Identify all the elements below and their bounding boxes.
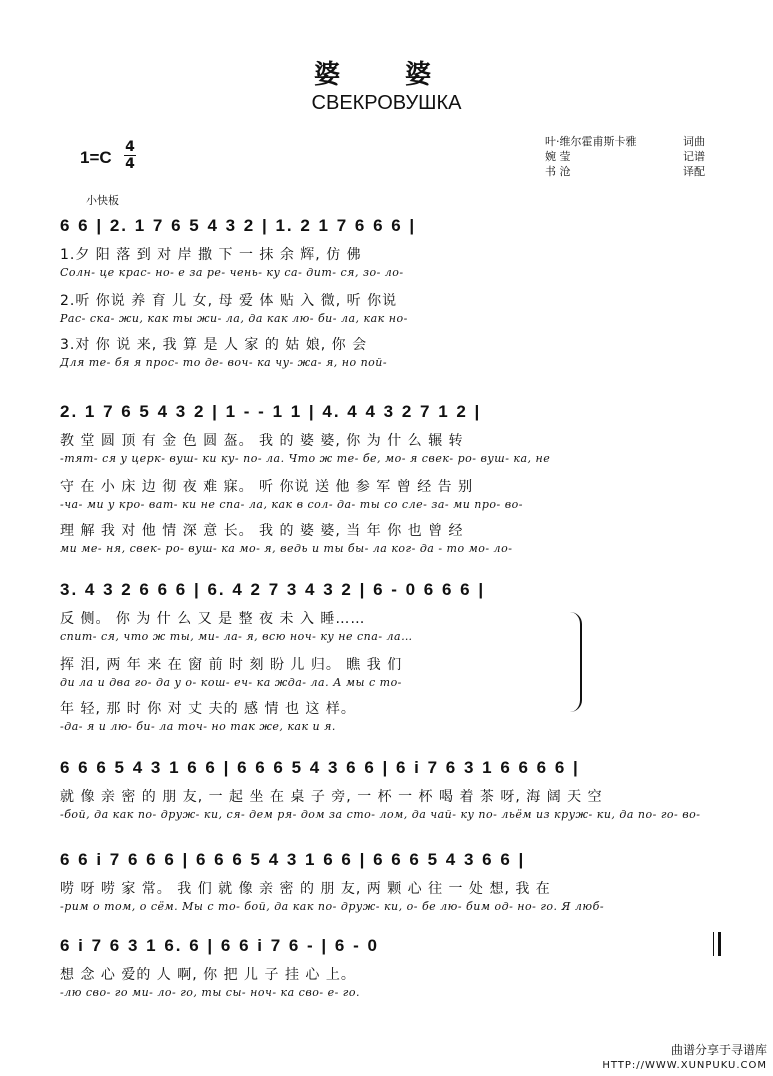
notes-line: 6 i 7 6 3 1 6. 6 | 6 6 i 7 6 - | 6 - 0	[60, 936, 379, 955]
credit-line: 书 沧 译配	[545, 165, 705, 178]
tempo-marking: 小快板	[86, 194, 119, 207]
lyric-line-cn: 唠 呀 唠 家 常。 我 们 就 像 亲 密 的 朋 友, 两 颗 心 往 一 处 想, 我 在	[60, 881, 551, 897]
lyric-line-ru: -рим о том, о сём. Мы с то- бой, да как по- друж- ки, о- бе лю- бим од- но- го. Я люб-	[60, 900, 605, 913]
credits-block	[545, 134, 705, 179]
key-signature: 1=C	[80, 148, 112, 167]
lyric-line-ru: спит- ся, что ж ты, ми- ла- я, всю ноч- ку не спа- ла…	[60, 630, 413, 643]
time-signature: 4 4	[125, 139, 135, 172]
notes-line: 6 6 | 2. 1 7 6 5 4 3 2 | 1. 2 1 7 6 6 6 |	[60, 216, 417, 235]
lyric-line-cn: 年 轻, 那 时 你 对 丈 夫的 感 情 也 这 样。	[60, 701, 356, 717]
lyric-line-ru: -бой, да как по- друж- ки, ся- дем ря- дом за сто- лом, да чай- ку по- льём из круж- ки, да по- го- во-	[60, 808, 701, 821]
notes-line: 6 6 6 5 4 3 1 6 6 | 6 6 6 5 4 3 6 6 | 6 i 7 6 3 1 6 6 6 6 |	[60, 758, 580, 777]
lyric-line-cn: 守 在 小 床 边 彻 夜 难 寐。 听 你说 送 他 参 军 曾 经 告 别	[60, 479, 474, 495]
lyric-line-ru: ми ме- ня, свек- ро- вуш- ка мо- я, ведь и ты бы- ла ког- да - то мо- ло-	[60, 542, 513, 555]
lyric-line-ru: -ча- ми у кро- ват- ки не спа- ла, как в сол- да- ты со сле- за- ми про- во-	[60, 498, 523, 511]
notes-line: 2. 1 7 6 5 4 3 2 | 1 - - 1 1 | 4. 4 4 3 2 7 1 2 |	[60, 402, 482, 421]
lyric-line-cn: 教 堂 圆 顶 有 金 色 圆 盔。 我 的 婆 婆, 你 为 什 么 辗 转	[60, 433, 464, 449]
lyric-line-ru: Для те- бя я прос- то де- воч- ка чу- жа- я, но пой-	[60, 356, 388, 369]
notes-line: 6 6 i 7 6 6 6 | 6 6 6 5 4 3 1 6 6 | 6 6 6 5 4 3 6 6 |	[60, 850, 526, 869]
lyric-line-cn: 1.夕 阳 落 到 对 岸 撒 下 一 抹 余 辉, 仿 佛	[60, 247, 362, 263]
watermark: 曲谱分享于寻谱库 HTTP://WWW.XUNPUKU.COM	[602, 1043, 767, 1071]
lyric-line-cn: 想 念 心 爱的 人 啊, 你 把 儿 子 挂 心 上。	[60, 967, 356, 983]
lyric-line-cn: 挥 泪, 两 年 来 在 窗 前 时 刻 盼 儿 归。 瞧 我 们	[60, 657, 403, 673]
notes-line: 3. 4 3 2 6 6 6 | 6. 4 2 7 3 4 3 2 | 6 - 0 6 6 6 |	[60, 580, 486, 599]
credit-line: 叶·维尔霍甫斯卡雅 词曲	[545, 135, 705, 148]
song-title-russian: СВЕКРОВУШКА	[311, 92, 462, 114]
lyric-line-ru: Рас- ска- жи, как ты жи- ла, да как лю- би- ла, как но-	[60, 312, 408, 325]
lyric-line-cn: 就 像 亲 密 的 朋 友, 一 起 坐 在 桌 子 旁, 一 杯 一 杯 喝 着 茶 呀, 海 阔 天 空	[60, 789, 603, 805]
lyric-line-cn: 3.对 你 说 来, 我 算 是 人 家 的 姑 娘, 你 会	[60, 337, 368, 353]
credit-line: 婉 莹 记谱	[545, 150, 705, 163]
lyric-line-cn: 反 侧。 你 为 什 么 又 是 整 夜 未 入 睡……	[60, 611, 366, 627]
lyric-line-ru: -да- я и лю- би- ла точ- но так же, как и я.	[60, 720, 336, 733]
lyric-line-ru: Солн- це крас- но- е за ре- чень- ку са- дит- ся, зо- ло-	[60, 266, 404, 279]
lyric-line-ru: -тят- ся у церк- вуш- ки ку- по- ла. Что ж те- бе, мо- я свек- ро- вуш- ка, не	[60, 452, 551, 465]
final-barline	[713, 932, 722, 956]
song-title-chinese: 婆 婆	[313, 60, 460, 90]
lyric-line-ru: -лю сво- го ми- ло- го, ты сы- ноч- ка сво- е- го.	[60, 986, 360, 999]
lyric-line-cn: 2.听 你说 养 育 儿 女, 母 爱 体 贴 入 微, 听 你说	[60, 293, 398, 309]
lyric-line-cn: 理 解 我 对 他 情 深 意 长。 我 的 婆 婆, 当 年 你 也 曾 经	[60, 523, 464, 539]
verse-brace	[566, 612, 582, 712]
lyric-line-ru: ди ла и два го- да у о- кош- еч- ка жда- ла. А мы с то-	[60, 676, 402, 689]
